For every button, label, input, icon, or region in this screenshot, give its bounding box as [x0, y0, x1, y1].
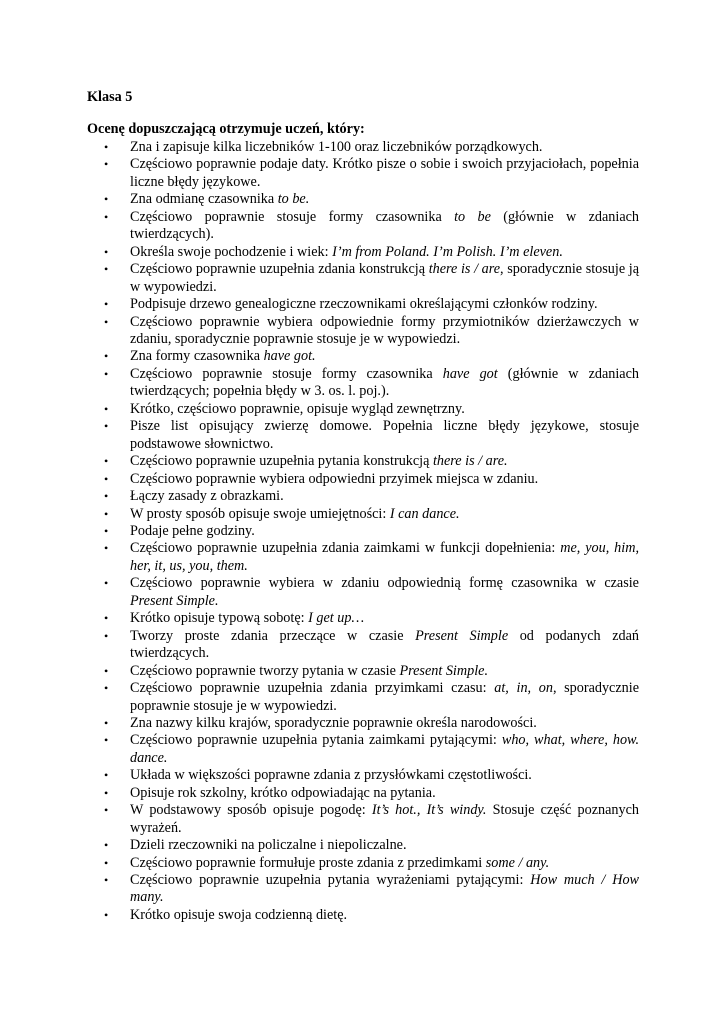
- bullet-icon: •: [104, 768, 109, 783]
- bullet-icon: •: [104, 855, 109, 870]
- list-item: [104, 767, 639, 784]
- list-item-italic-text: have got: [442, 365, 498, 382]
- list-item: [104, 366, 639, 401]
- list-item: [104, 191, 639, 208]
- bullet-icon: •: [104, 523, 109, 538]
- list-item-text: Zna nazwy kilku krajów, sporadycznie poprawnie określa narodowości.: [130, 714, 537, 731]
- list-item-text: (głównie w zdaniach twierdzących).: [130, 208, 640, 243]
- list-item-text: , sporadycznie stosuje ją w wypowiedzi.: [130, 261, 640, 295]
- list-item-text: Zna i zapisuje kilka liczebników 1-100 oraz liczebników porządkowych.: [130, 139, 543, 155]
- list-item-text: Częściowo poprawnie uzupełnia zdania zaimkami w funkcji dopełnienia:: [130, 540, 561, 557]
- list-item-text: W prosty sposób opisuje swoje umiejętności:: [130, 505, 390, 522]
- list-item: [104, 855, 639, 872]
- list-item: [104, 663, 639, 680]
- list-item: [104, 907, 639, 924]
- list-item-text: Częściowo poprawnie wybiera odpowiedni przyimek miejsca w zdaniu.: [130, 470, 539, 487]
- list-item-italic-text: I can dance.: [389, 505, 460, 522]
- list-item-italic-text: to be.: [277, 191, 310, 208]
- list-item: [104, 540, 639, 575]
- list-item: [104, 261, 639, 296]
- bullet-icon: •: [104, 838, 109, 853]
- list-item: [104, 453, 639, 470]
- bullet-icon: •: [104, 873, 109, 888]
- list-item: [104, 628, 639, 663]
- list-item-text: Częściowo poprawnie podaje daty. Krótko pisze o sobie i swoich przyjaciołach, popełnia liczne błędy językowe.: [130, 156, 639, 190]
- list-item-text: Częściowo poprawnie uzupełnia pytania wyrażeniami pytającymi:: [130, 872, 531, 889]
- bullet-icon: •: [104, 297, 109, 312]
- list-item: [104, 872, 639, 907]
- list-item-text: Opisuje rok szkolny, krótko odpowiadając na pytania.: [130, 784, 436, 801]
- class-title: Klasa 5: [87, 89, 133, 105]
- list-item: [104, 314, 639, 349]
- bullet-icon: •: [104, 314, 109, 329]
- list-item-text: Zna odmianę czasownika: [130, 191, 278, 208]
- bullet-icon: •: [104, 454, 109, 469]
- bullet-icon: •: [104, 419, 109, 434]
- list-item-italic-text: I get up…: [308, 610, 365, 627]
- list-item-text: Podpisuje drzewo genealogiczne rzeczownikami określającymi członków rodziny.: [130, 296, 598, 313]
- list-item-text: Częściowo poprawnie uzupełnia zdania przyimkami czasu:: [130, 680, 495, 697]
- requirements-list: [104, 139, 639, 924]
- list-item-italic-text: to be: [454, 208, 491, 225]
- list-item-text: Zna formy czasownika: [130, 348, 264, 365]
- list-item: [104, 785, 639, 802]
- list-item-text: Częściowo poprawnie stosuje formy czasownika: [130, 208, 455, 225]
- list-item-text: W podstawowy sposób opisuje pogodę:: [130, 802, 372, 819]
- list-item: [104, 156, 639, 191]
- list-item-text: Częściowo poprawnie tworzy pytania w czasie: [130, 662, 400, 679]
- bullet-icon: •: [104, 192, 109, 207]
- list-item: [104, 506, 639, 523]
- list-item: [104, 575, 639, 610]
- list-item: [104, 488, 639, 505]
- bullet-icon: •: [104, 209, 109, 224]
- list-item-text: Dzieli rzeczowniki na policzalne i niepoliczalne.: [130, 837, 407, 854]
- list-item-italic-text: there is / are.: [432, 453, 508, 470]
- list-item: [104, 715, 639, 732]
- list-item-text: Pisze list opisujący zwierzę domowe. Popełnia liczne błędy językowe, stosuje podstawowe słownictwo.: [130, 418, 639, 452]
- bullet-icon: •: [104, 628, 109, 643]
- list-item: [104, 418, 639, 453]
- list-item-text: od podanych zdań twierdzących.: [130, 627, 639, 662]
- bullet-icon: •: [104, 576, 109, 591]
- list-item: [104, 139, 639, 156]
- list-item: [104, 471, 639, 488]
- list-item-text: Stosuje część poznanych wyrażeń.: [130, 802, 639, 836]
- list-item: [104, 296, 639, 313]
- list-item: [104, 680, 639, 715]
- list-item-text: Układa w większości poprawne zdania z przysłówkami częstotliwości.: [130, 767, 532, 784]
- bullet-icon: •: [104, 157, 109, 172]
- list-item-italic-text: Present Simple.: [130, 592, 219, 609]
- list-item-italic-text: I’m from Poland. I’m Polish. I’m eleven.: [332, 243, 563, 260]
- bullet-icon: •: [104, 803, 109, 818]
- list-item-text: Krótko opisuje swoja codzienną dietę.: [130, 906, 348, 923]
- list-item: [104, 732, 639, 767]
- list-item-text: Częściowo poprawnie uzupełnia zdania konstrukcją: [130, 261, 429, 278]
- list-item-italic-text: me, you, him, her, it, us, you, them.: [130, 540, 639, 574]
- bullet-icon: •: [104, 541, 109, 556]
- list-item-text: Częściowo poprawnie wybiera w zdaniu odpowiednią formę czasownika w czasie: [130, 575, 639, 592]
- bullet-icon: •: [104, 140, 109, 154]
- bullet-icon: •: [104, 349, 109, 364]
- bullet-icon: •: [104, 471, 109, 486]
- list-item-italic-text: How much / How many.: [130, 872, 640, 906]
- list-item-italic-text: at, in, on: [494, 680, 553, 697]
- bullet-icon: •: [104, 366, 109, 381]
- list-item: [104, 610, 639, 627]
- list-item-text: Częściowo poprawnie uzupełnia pytania konstrukcją: [130, 453, 433, 470]
- list-item: [104, 802, 639, 837]
- bullet-icon: •: [104, 401, 109, 416]
- list-item-italic-text: have got.: [263, 348, 316, 365]
- bullet-icon: •: [104, 489, 109, 504]
- bullet-icon: •: [104, 907, 109, 922]
- list-item-text: Tworzy proste zdania przeczące w czasie: [130, 627, 416, 644]
- list-item-text: Częściowo poprawnie formułuje proste zdania z przedimkami: [130, 854, 486, 871]
- list-item-italic-text: Present Simple.: [399, 662, 488, 679]
- list-item-text: Częściowo poprawnie uzupełnia pytania zaimkami pytającymi:: [130, 732, 502, 749]
- bullet-icon: •: [104, 715, 109, 730]
- list-item-text: Krótko, częściowo poprawnie, opisuje wygląd zewnętrzny.: [130, 400, 465, 417]
- bullet-icon: •: [104, 681, 109, 696]
- list-item-italic-text: there is / are: [428, 261, 501, 278]
- list-item-text: , sporadycznie poprawnie stosuje je w wypowiedzi.: [130, 680, 639, 714]
- bullet-icon: •: [104, 785, 109, 800]
- bullet-icon: •: [104, 733, 109, 748]
- list-item-text: Podaje pełne godziny.: [130, 522, 255, 539]
- list-item-text: Łączy zasady z obrazkami.: [130, 488, 284, 505]
- list-item: [104, 348, 639, 365]
- list-item-text: Częściowo poprawnie wybiera odpowiednie formy przymiotników dzierżawczych w zdaniu, sporadycznie poprawnie stosuje je w wypowiedzi.: [130, 313, 639, 347]
- list-item: [104, 209, 639, 244]
- bullet-icon: •: [104, 611, 109, 626]
- list-item-italic-text: who, what, where, how. dance.: [130, 732, 639, 766]
- list-item-text: Częściowo poprawnie stosuje formy czasownika: [130, 365, 443, 382]
- list-item-text: Określa swoje pochodzenie i wiek:: [130, 243, 333, 260]
- list-item-text: Krótko opisuje typową sobotę:: [130, 610, 309, 627]
- bullet-icon: •: [104, 506, 109, 521]
- list-item-text: (głównie w zdaniach twierdzących; popełnia błędy w 3. os. l. poj.).: [130, 365, 639, 400]
- list-item: [104, 401, 639, 418]
- list-item: [104, 837, 639, 854]
- list-item-italic-text: some / any.: [485, 854, 550, 871]
- list-item-italic-text: It’s hot., It’s windy.: [371, 802, 487, 819]
- bullet-icon: •: [104, 663, 109, 678]
- bullet-icon: •: [104, 244, 109, 259]
- bullet-icon: •: [104, 262, 109, 277]
- list-item-italic-text: Present Simple: [415, 627, 509, 644]
- list-item: [104, 523, 639, 540]
- list-item: [104, 244, 639, 261]
- section-heading: Ocenę dopuszczającą otrzymuje uczeń, który:: [87, 121, 365, 137]
